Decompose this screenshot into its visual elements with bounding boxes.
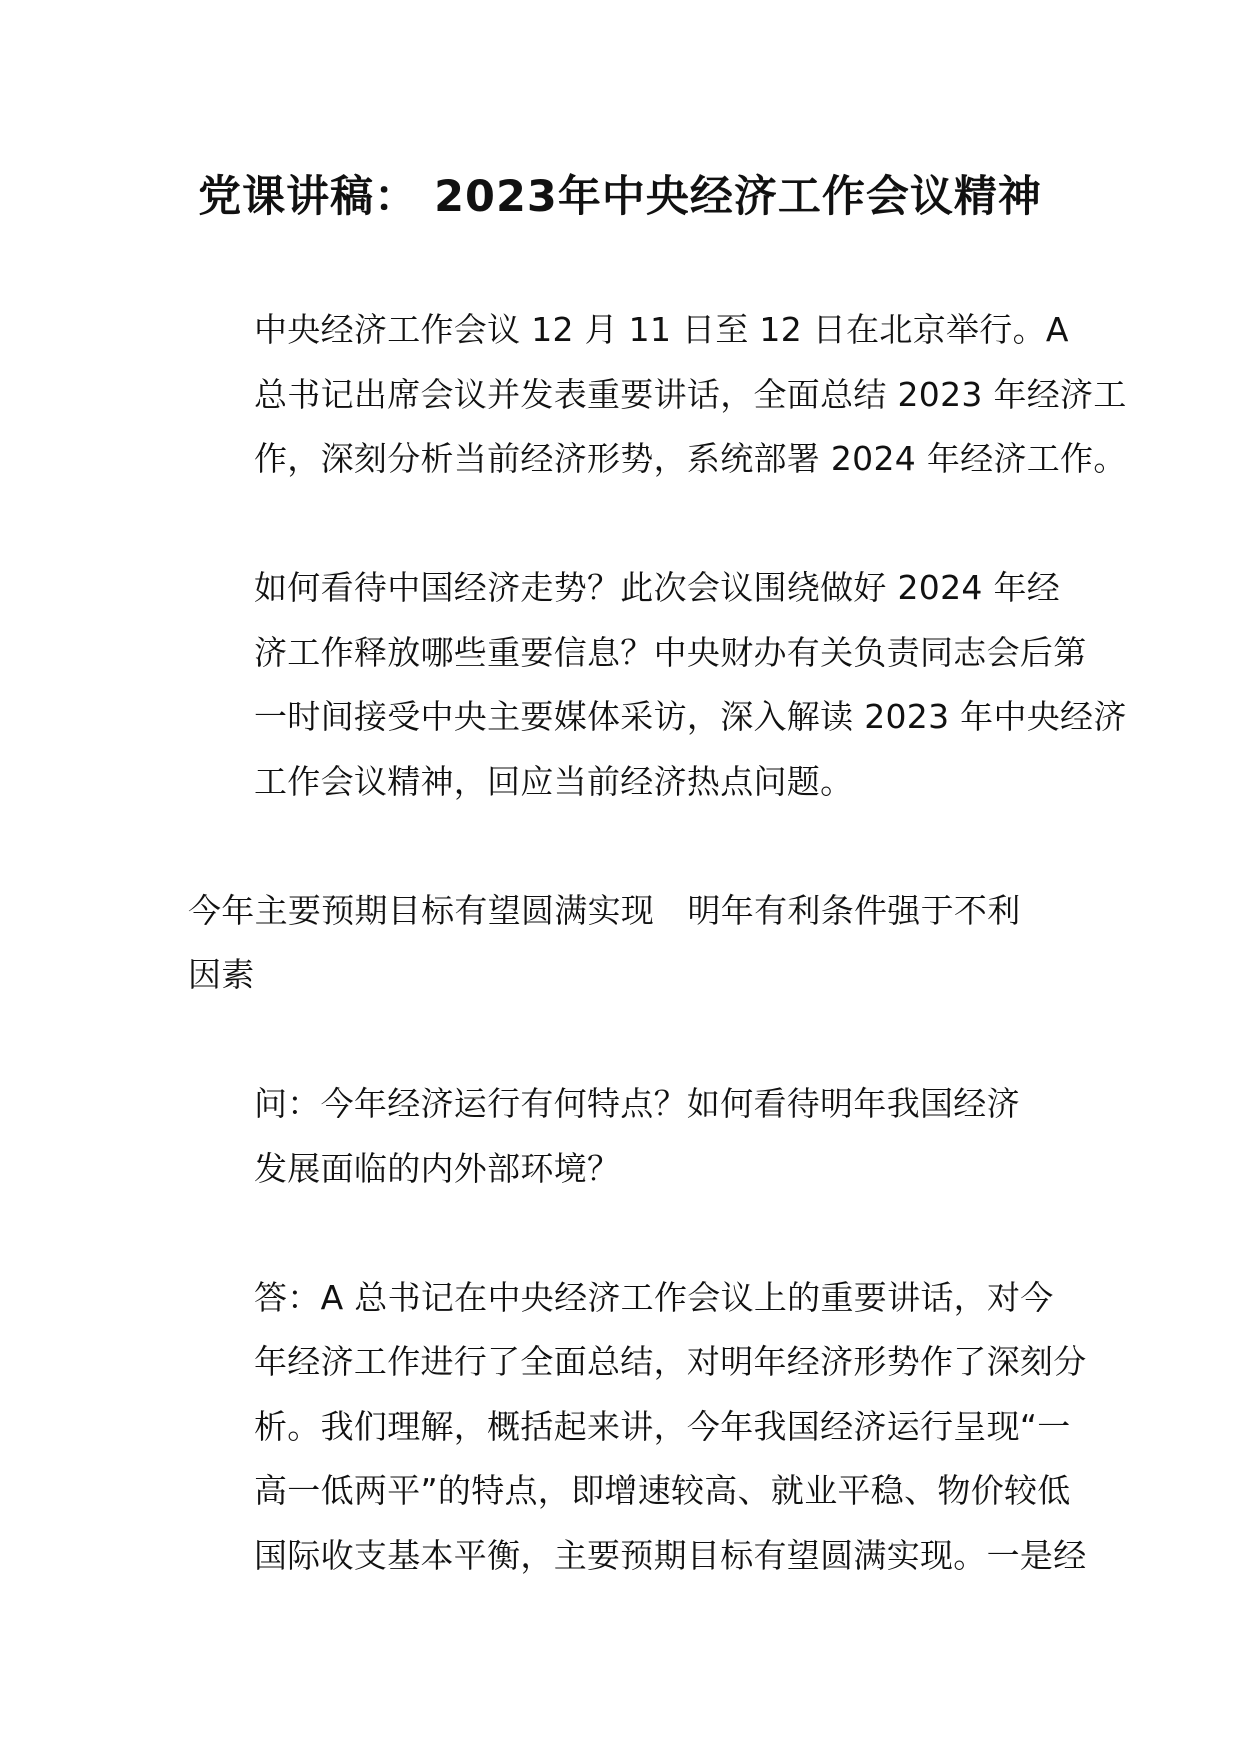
document-title: 党课讲稿： 2023年中央经济工作会议精神: [198, 172, 1042, 222]
paragraph-line: 发展面临的内外部环境？: [254, 1148, 621, 1188]
paragraph-line: 问：今年经济运行有何特点？如何看待明年我国经济: [254, 1084, 1020, 1123]
section-heading: [188, 879, 1058, 1008]
paragraph-line: 高一低两平”的特点，即增速较高、就业平稳、物价较低: [254, 1471, 1071, 1510]
paragraph-line: 中央经济工作会议 12 月 11 日至 12 日在北京举行。A: [254, 310, 1069, 349]
paragraph-line: 工作会议精神，回应当前经济热点问题。: [254, 761, 854, 801]
paragraph-line: 作，深刻分析当前经济形势，系统部署 2024 年经济工作。: [254, 439, 1127, 478]
paragraph-answer: [188, 1266, 1087, 1589]
paragraph-line: 国际收支基本平衡，主要预期目标有望圆满实现。一是经: [254, 1535, 1087, 1575]
paragraph-question-overview: [188, 556, 1127, 814]
paragraph-line: 一时间接受中央主要媒体采访，深入解读 2023 年中央经济: [254, 697, 1127, 736]
paragraph-line: 年经济工作进行了全面总结，对明年经济形势作了深刻分: [254, 1342, 1087, 1381]
heading-line: 因素: [188, 955, 255, 994]
paragraph-line: 如何看待中国经济走势？此次会议围绕做好 2024 年经: [254, 568, 1061, 607]
paragraph-line: 析。我们理解，概括起来讲，今年我国经济运行呈现“一: [254, 1406, 1071, 1446]
heading-line: 今年主要预期目标有望圆满实现 明年有利条件强于不利: [188, 890, 1021, 930]
document-body: [188, 298, 1127, 1588]
paragraph-question: [188, 1072, 1058, 1201]
paragraph-line: 济工作释放哪些重要信息？中央财办有关负责同志会后第: [254, 632, 1087, 672]
paragraph-line: 答：A 总书记在中央经济工作会议上的重要讲话，对今: [254, 1277, 1054, 1317]
paragraph-line: 总书记出席会议并发表重要讲话，全面总结 2023 年经济工: [254, 374, 1127, 414]
paragraph-intro: [188, 298, 1127, 492]
